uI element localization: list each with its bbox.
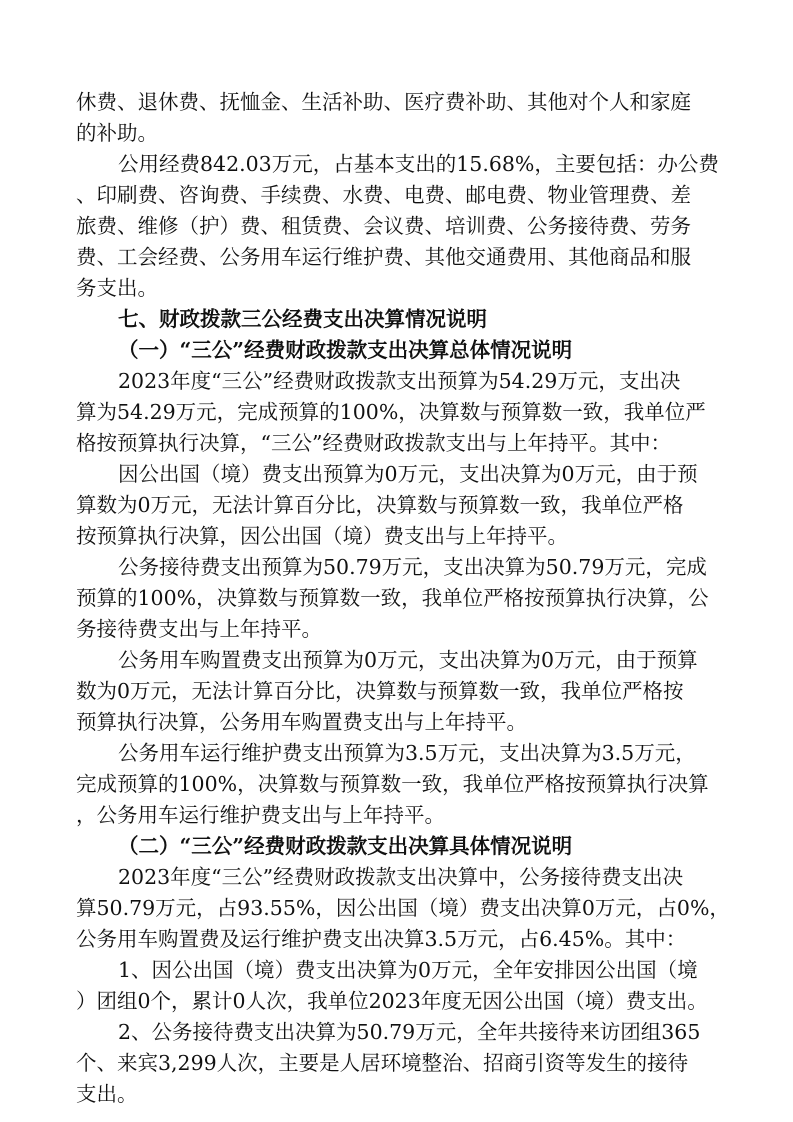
- text-line: 2023年度“三公”经费财政拨款支出决算中，公务接待费支出决: [118, 865, 684, 889]
- text-line: 务接待费支出与上年持平。: [76, 617, 322, 641]
- text-line: 个、来宾3,299人次，主要是人居环境整治、招商引资等发生的接待: [76, 1051, 689, 1075]
- text-line: 完成预算的100%，决算数与预算数一致，我单位严格按预算执行决算: [76, 772, 709, 796]
- text-line: 数为0万元，无法计算百分比，决算数与预算数一致，我单位严格按: [76, 679, 684, 703]
- subsection-heading: （二）“三公”经费财政拨款支出决算具体情况说明: [118, 834, 573, 858]
- text-line: ）团组0个，累计0人次，我单位2023年度无因公出国（境）费支出。: [76, 989, 708, 1013]
- text-line: 算为54.29万元，完成预算的100%，决算数与预算数一致，我单位严: [76, 400, 706, 424]
- text-line: 支出。: [76, 1082, 138, 1106]
- text-line: 休费、退休费、抚恤金、生活补助、医疗费补助、其他对个人和家庭: [76, 90, 691, 114]
- text-line: 2023年度“三公”经费财政拨款支出预算为54.29万元，支出决: [118, 369, 681, 393]
- text-line: 按预算执行决算，因公出国（境）费支出与上年持平。: [76, 524, 568, 548]
- text-line: 公务用车购置费支出预算为0万元，支出决算为0万元，由于预算: [118, 648, 698, 672]
- text-line: 因公出国（境）费支出预算为0万元，支出决算为0万元，由于预: [118, 462, 698, 486]
- section-heading: 七、财政拨款三公经费支出决算情况说明: [118, 307, 487, 331]
- text-line: 务支出。: [76, 276, 158, 300]
- text-line: 公务用车购置费及运行维护费支出决算3.5万元，占6.45%。其中：: [76, 927, 687, 951]
- text-line: 预算执行决算，公务用车购置费支出与上年持平。: [76, 710, 527, 734]
- text-line: 费、工会经费、公务用车运行维护费、其他交通费用、其他商品和服: [76, 245, 691, 269]
- text-line: 公务接待费支出预算为50.79万元，支出决算为50.79万元，完成: [118, 555, 707, 579]
- text-line: 算50.79万元，占93.55%，因公出国（境）费支出决算0万元，占0%，: [76, 896, 730, 920]
- text-line: 2、公务接待费支出决算为50.79万元，全年共接待来访团组365: [118, 1020, 701, 1044]
- text-line: 1、因公出国（境）费支出决算为0万元，全年安排因公出国（境: [118, 958, 698, 982]
- text-line: 、印刷费、咨询费、手续费、水费、电费、邮电费、物业管理费、差: [76, 183, 691, 207]
- text-line: ，公务用车运行维护费支出与上年持平。: [76, 803, 445, 827]
- text-line: 公用经费842.03万元，占基本支出的15.68%，主要包括：办公费: [118, 152, 719, 176]
- text-line: 旅费、维修（护）费、租赁费、会议费、培训费、公务接待费、劳务: [76, 214, 691, 238]
- text-line: 格按预算执行决算，“三公”经费财政拨款支出与上年持平。其中：: [76, 431, 671, 455]
- text-line: 预算的100%，决算数与预算数一致，我单位严格按预算执行决算，公: [76, 586, 709, 610]
- text-line: 算数为0万元，无法计算百分比，决算数与预算数一致，我单位严格: [76, 493, 684, 517]
- subsection-heading: （一）“三公”经费财政拨款支出决算总体情况说明: [118, 338, 573, 362]
- text-line: 的补助。: [76, 121, 158, 145]
- text-line: 公务用车运行维护费支出预算为3.5万元，支出决算为3.5万元，: [118, 741, 696, 765]
